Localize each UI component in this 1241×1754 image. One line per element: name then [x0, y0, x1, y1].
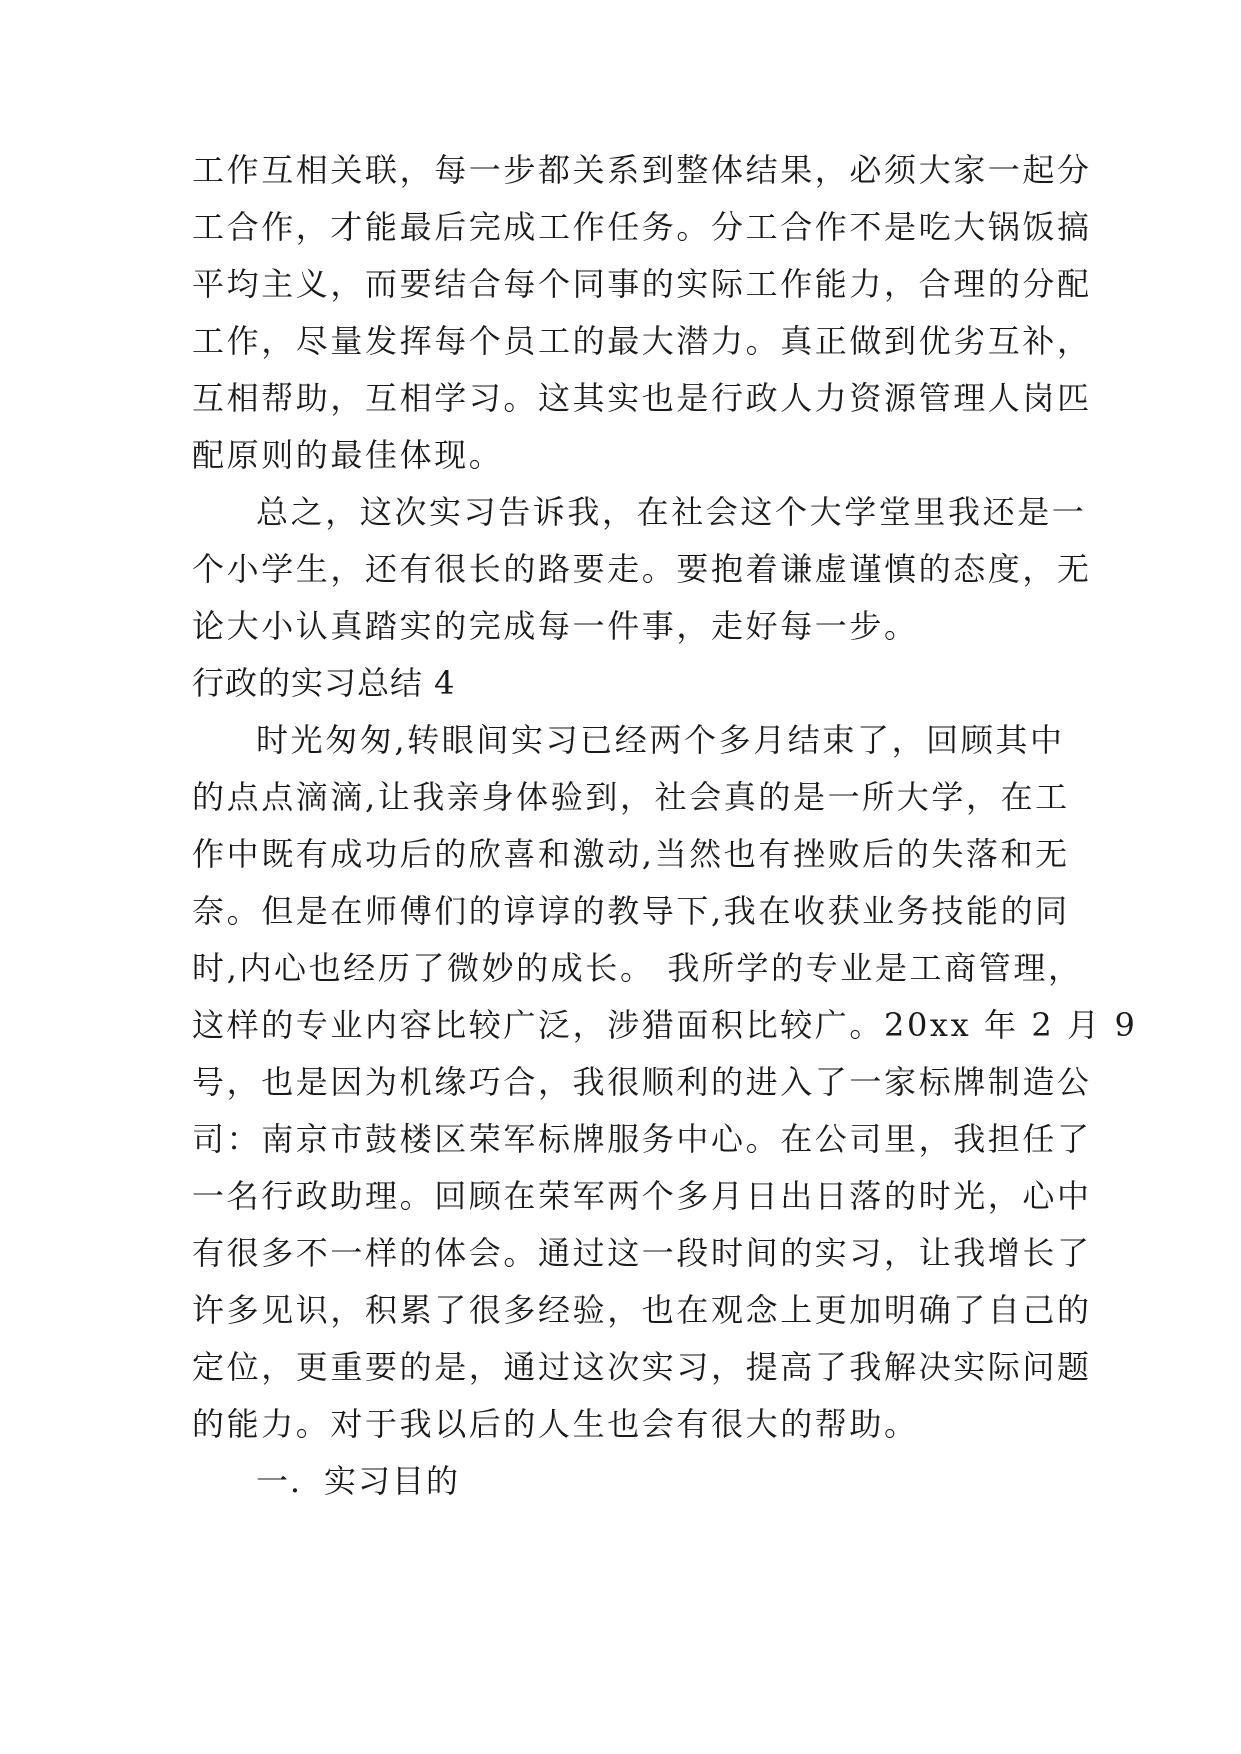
paragraph-line: 论大小认真踏实的完成每一件事，走好每一步。 — [192, 607, 919, 645]
paragraph-line: 的能力。对于我以后的人生也会有很大的帮助。 — [192, 1405, 919, 1443]
paragraph-line: 定位，更重要的是，通过这次实习，提高了我解决实际问题 — [192, 1348, 1092, 1386]
paragraph-line: 平均主义，而要结合每个同事的实际工作能力，合理的分配 — [192, 265, 1092, 303]
paragraph-line: 互相帮助，互相学习。这其实也是行政人力资源管理人岗匹 — [192, 379, 1092, 417]
paragraph-line: 作中既有成功后的欣喜和激动,当然也有挫败后的失落和无 — [192, 835, 1070, 873]
subsection-title: 一．实习目的 — [256, 1462, 461, 1500]
paragraph-line: 号，也是因为机缘巧合，我很顺利的进入了一家标牌制造公 — [192, 1063, 1092, 1101]
paragraph-line: 工作互相关联，每一步都关系到整体结果，必须大家一起分 — [192, 151, 1092, 189]
paragraph-line: 配原则的最佳体现。 — [192, 436, 504, 474]
paragraph-line: 总之，这次实习告诉我，在社会这个大学堂里我还是一 — [256, 493, 1087, 531]
paragraph-line: 一名行政助理。回顾在荣军两个多月日出日落的时光，心中 — [192, 1177, 1092, 1215]
paragraph-line: 这样的专业内容比较广泛，涉猎面积比较广。20xx 年 2 月 9 — [192, 1006, 1138, 1044]
paragraph-line: 司：南京市鼓楼区荣军标牌服务中心。在公司里，我担任了 — [192, 1120, 1092, 1158]
paragraph-line: 工作，尽量发挥每个员工的最大潜力。真正做到优劣互补， — [192, 322, 1092, 360]
paragraph-line: 时光匆匆,转眼间实习已经两个多月结束了，回顾其中 — [256, 721, 1065, 759]
section-title: 行政的实习总结 4 — [192, 664, 456, 702]
paragraph-line: 奈。但是在师傅们的谆谆的教导下,我在收获业务技能的同 — [192, 892, 1070, 930]
paragraph-line: 的点点滴滴,让我亲身体验到，社会真的是一所大学，在工 — [192, 778, 1070, 816]
paragraph-line: 个小学生，还有很长的路要走。要抱着谦虚谨慎的态度，无 — [192, 550, 1092, 588]
paragraph-line: 工合作，才能最后完成工作任务。分工合作不是吃大锅饭搞 — [192, 208, 1092, 246]
paragraph-line: 时,内心也经历了微妙的成长。 我所学的专业是工商管理， — [192, 949, 1083, 987]
paragraph-line: 有很多不一样的体会。通过这一段时间的实习，让我增长了 — [192, 1234, 1092, 1272]
paragraph-line: 许多见识，积累了很多经验，也在观念上更加明确了自己的 — [192, 1291, 1092, 1329]
